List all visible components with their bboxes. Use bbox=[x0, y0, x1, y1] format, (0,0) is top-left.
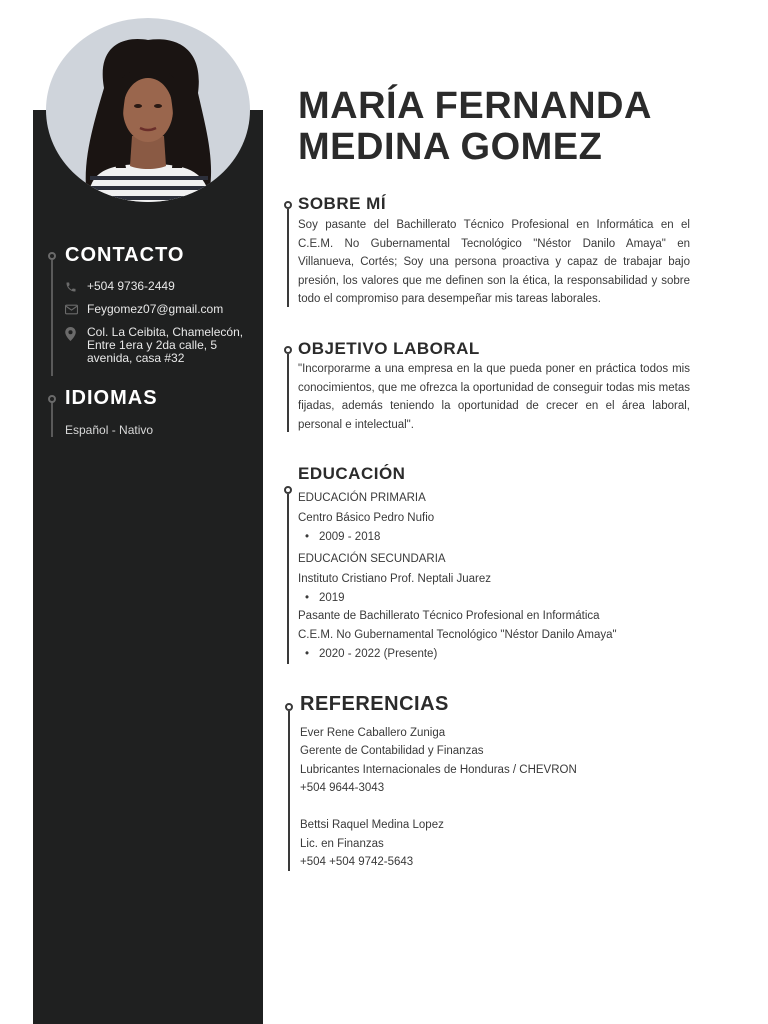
reference-1-company: Lubricantes Internacionales de Honduras / CHEVRON bbox=[300, 764, 577, 776]
objective-timeline bbox=[287, 354, 289, 432]
education-primary-label: EDUCACIÓN PRIMARIA bbox=[298, 492, 426, 504]
location-pin-icon bbox=[65, 326, 87, 344]
references-timeline-dot bbox=[285, 703, 293, 711]
about-heading: SOBRE MÍ bbox=[298, 194, 387, 213]
languages-heading: IDIOMAS bbox=[65, 387, 158, 409]
contact-heading: CONTACTO bbox=[65, 244, 185, 266]
education-secondary-label: EDUCACIÓN SECUNDARIA bbox=[298, 553, 446, 565]
contact-timeline bbox=[51, 260, 53, 376]
mail-icon bbox=[65, 303, 87, 318]
phone-icon bbox=[65, 280, 87, 296]
languages-timeline bbox=[51, 402, 53, 437]
education-intern-years: • 2020 - 2022 (Presente) bbox=[319, 648, 437, 660]
reference-1-role: Gerente de Contabilidad y Finanzas bbox=[300, 745, 484, 757]
contact-address-text: Col. La Ceibita, Chamelecón, Entre 1era y 2da calle, 5 avenida, casa #32 bbox=[87, 325, 244, 365]
education-timeline-dot bbox=[284, 486, 292, 494]
contact-timeline-dot bbox=[48, 252, 56, 260]
education-heading: EDUCACIÓN bbox=[298, 464, 406, 483]
reference-2-phone: +504 +504 9742-5643 bbox=[300, 856, 414, 868]
education-primary-years: • 2009 - 2018 bbox=[319, 531, 380, 543]
education-intern-school: C.E.M. No Gubernamental Tecnológico "Néstor Danilo Amaya" bbox=[298, 629, 617, 641]
references-heading: REFERENCIAS bbox=[300, 693, 449, 715]
contact-phone-text: +504 9736-2449 bbox=[87, 279, 175, 293]
languages-timeline-dot bbox=[48, 395, 56, 403]
full-name bbox=[298, 86, 652, 168]
education-intern-line: Pasante de Bachillerato Técnico Profesional en Informática bbox=[298, 610, 600, 622]
objective-heading: OBJETIVO LABORAL bbox=[298, 339, 480, 358]
name-line-1: MARÍA FERNANDA bbox=[298, 85, 652, 127]
objective-text: "Incorporarme a una empresa en la que pueda poner en práctica todos mis conocimientos, que me ofrezca la oportunidad de conseguir todas mis metas fijadas, además teniendo la oportunidad de crecer en el área laboral, personal e intelectual". bbox=[298, 363, 690, 431]
education-secondary-school: Instituto Cristiano Prof. Neptali Juarez bbox=[298, 573, 492, 585]
objective-timeline-dot bbox=[284, 346, 292, 354]
education-timeline bbox=[287, 494, 289, 664]
contact-email-text: Feygomez07@gmail.com bbox=[87, 302, 224, 316]
contact-phone bbox=[65, 280, 247, 296]
about-timeline bbox=[287, 209, 289, 307]
education-secondary-years: • 2019 bbox=[319, 592, 345, 604]
reference-2-name: Bettsi Raquel Medina Lopez bbox=[300, 819, 444, 831]
contact-address bbox=[65, 326, 247, 365]
about-timeline-dot bbox=[284, 201, 292, 209]
education-primary-school: Centro Básico Pedro Nufio bbox=[298, 512, 435, 524]
references-timeline bbox=[288, 711, 290, 871]
reference-2-role: Lic. en Finanzas bbox=[300, 838, 384, 850]
reference-1-name: Ever Rene Caballero Zuniga bbox=[300, 727, 446, 739]
sidebar bbox=[33, 110, 263, 1024]
profile-photo bbox=[46, 18, 250, 202]
name-line-2: MEDINA GOMEZ bbox=[298, 126, 603, 168]
contact-email[interactable] bbox=[65, 303, 247, 318]
reference-1-phone: +504 9644-3043 bbox=[300, 782, 385, 794]
language-item: Español - Nativo bbox=[65, 423, 154, 437]
about-text: Soy pasante del Bachillerato Técnico Profesional en Informática en el C.E.M. No Gubernamental Tecnológico "Néstor Danilo Amaya" en Villanueva, Cortés; Soy una persona proactiva y capaz de trabajar bajo presión, los valores que me definen son la ética, la responsabilidad y sobre todo el compromiso para desempeñar mis tareas laborales. bbox=[298, 219, 690, 305]
